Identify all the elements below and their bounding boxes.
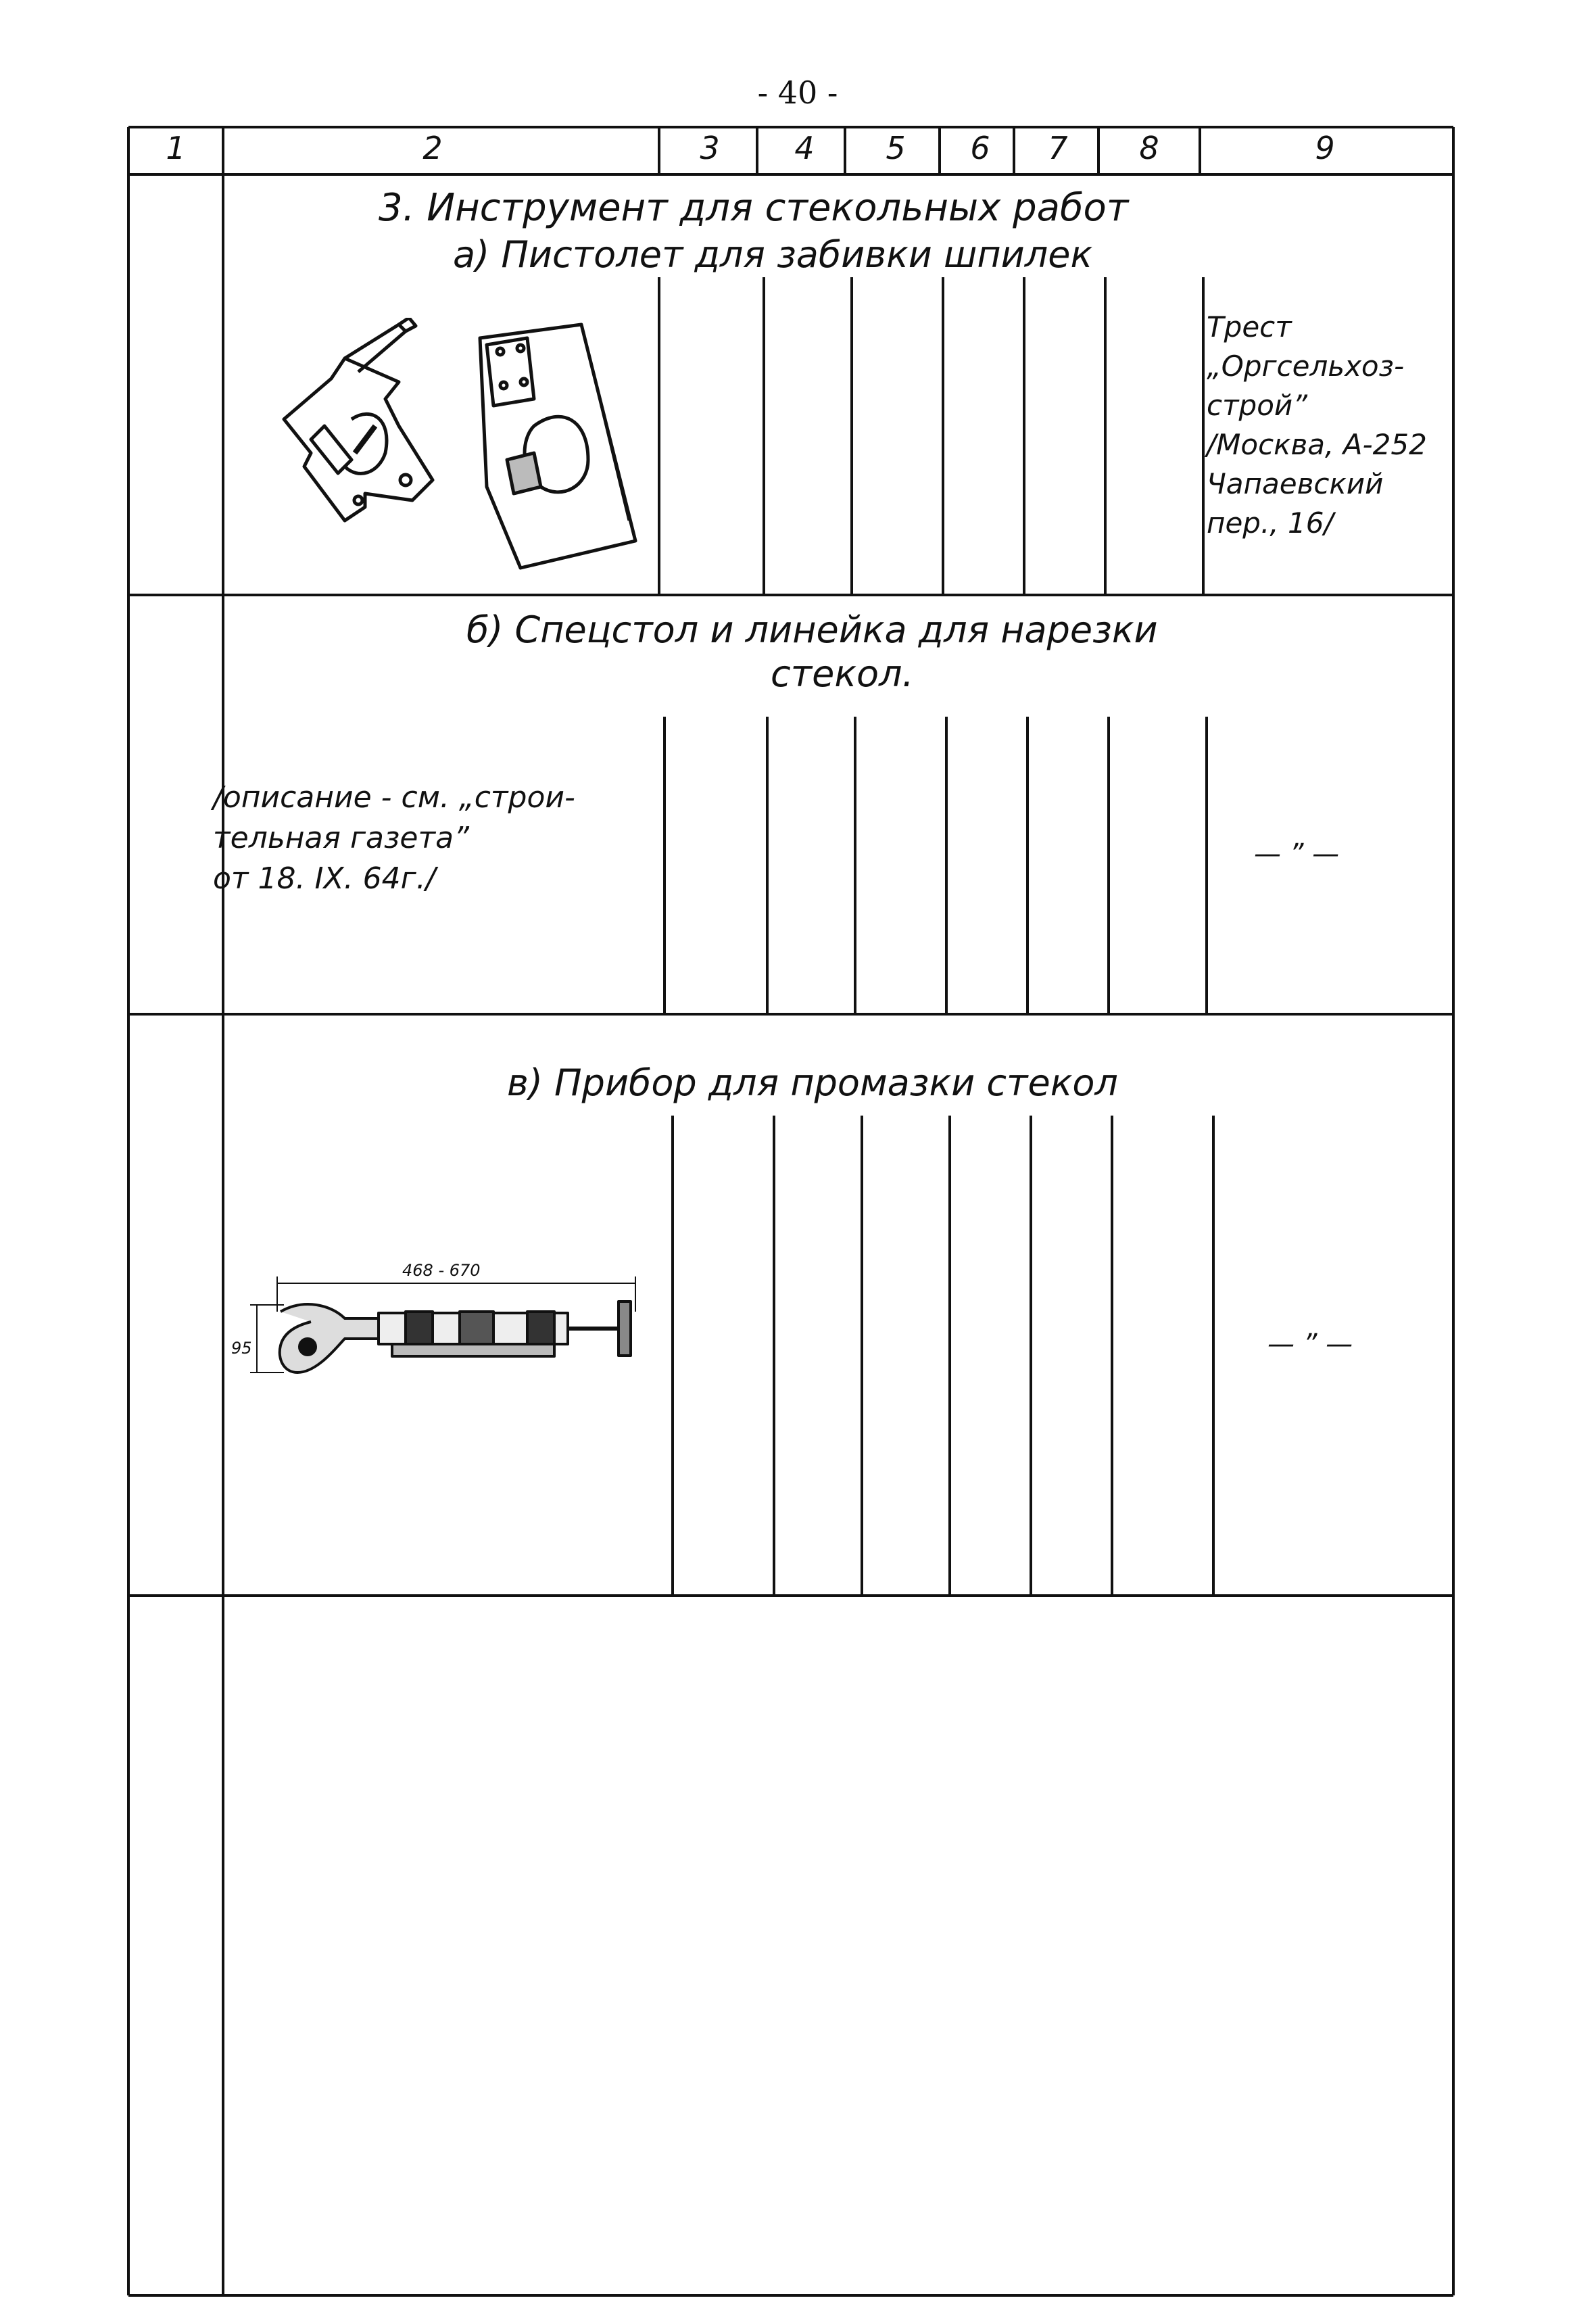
column-number-2: 2: [422, 130, 443, 166]
description-line-1: /описание - см. „строи-: [213, 780, 575, 815]
item-a-heading: а) Пистолет для забивки шпилек: [453, 233, 1093, 276]
column-number-1: 1: [166, 130, 186, 166]
item-b-heading-line2: стекол.: [771, 652, 914, 695]
column-number-9: 9: [1315, 130, 1335, 166]
column-number-8: 8: [1139, 130, 1159, 166]
nail-gun-drawing: [264, 318, 642, 577]
column-number-6: 6: [970, 130, 990, 166]
dimension-length-label: 468 - 670: [402, 1261, 481, 1280]
column-number-7: 7: [1048, 130, 1068, 166]
org-line-3: строй”: [1207, 389, 1307, 422]
org-line-6: пер., 16/: [1207, 506, 1334, 540]
org-line-4: /Москва, А-252: [1207, 428, 1427, 461]
description-line-3: от 18. IX. 64г./: [213, 861, 436, 896]
putty-tool-drawing: [243, 1271, 649, 1395]
org-line-5: Чапаевский: [1207, 467, 1384, 500]
page-number: - 40 -: [757, 74, 838, 111]
org-line-2: „Оргсельхоз-: [1207, 350, 1405, 383]
org-line-1: Трест: [1207, 310, 1292, 343]
item-c-heading: в) Прибор для промазки стекол: [507, 1061, 1118, 1104]
item-b-description: [213, 778, 575, 899]
column-number-4: 4: [794, 130, 815, 166]
dimension-height-label: 95: [231, 1339, 252, 1358]
organization-address: [1207, 308, 1427, 543]
item-b-heading-line1: б) Спецстол и линейка для нарезки: [466, 608, 1158, 651]
column-number-5: 5: [886, 130, 906, 166]
column-number-3: 3: [700, 130, 720, 166]
item-c-ditto: — ” —: [1267, 1329, 1353, 1360]
item-b-ditto: — ” —: [1254, 838, 1340, 869]
description-line-2: тельная газета”: [213, 821, 469, 855]
section-title: 3. Инструмент для стекольных работ: [379, 186, 1129, 230]
